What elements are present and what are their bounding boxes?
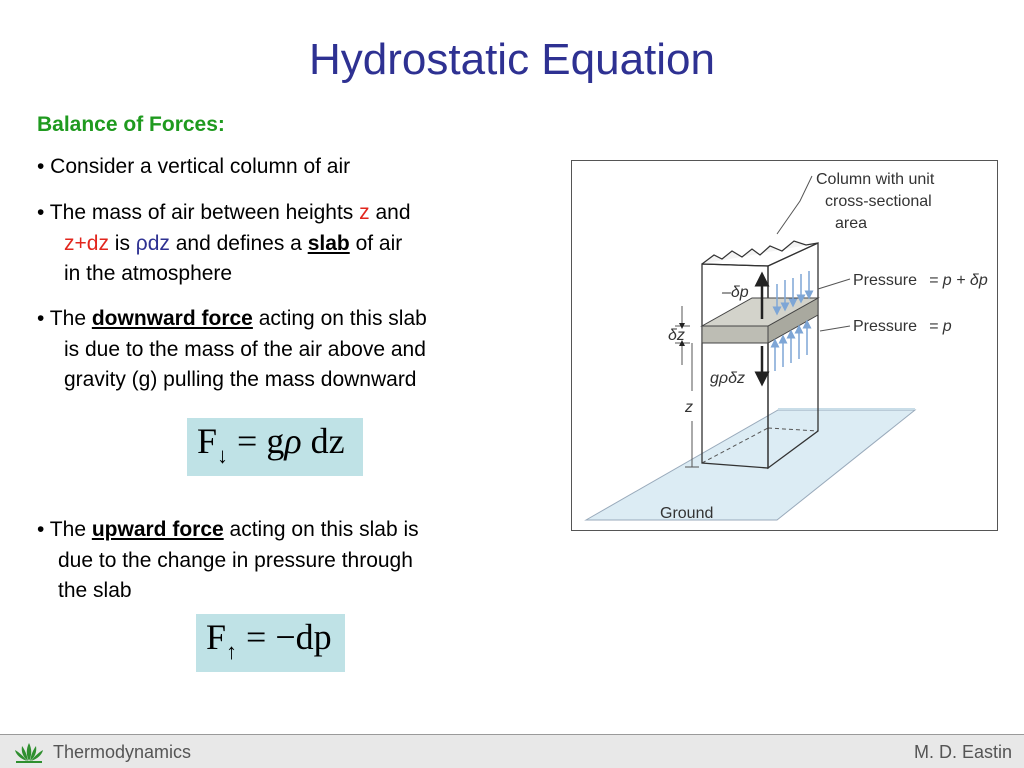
z-label: z — [685, 399, 693, 416]
pressure-bottom-label: Pressure — [853, 318, 918, 335]
bullet-upward-force — [37, 515, 419, 607]
column-callout-leader — [777, 176, 812, 234]
term-downward-force: downward force — [91, 307, 253, 330]
column-label-line-1: Column with unit — [816, 171, 935, 188]
pressure-top-leader — [818, 279, 850, 289]
bullet-column-of-air — [37, 152, 350, 183]
equation-text — [206, 616, 332, 665]
pressure-bottom-value: = p — [929, 318, 952, 335]
eq-f: F — [197, 421, 218, 461]
air-column-figure — [571, 160, 998, 531]
footer-author: M. D. Eastin — [913, 742, 1012, 762]
bullet-downward-force — [37, 304, 427, 396]
bullet-line: in the atmosphere — [64, 262, 233, 285]
column-label-line-2: cross-sectional — [825, 193, 932, 210]
lotus-logo-icon — [12, 741, 46, 763]
air-column-diagram — [572, 161, 999, 532]
bullet-line: gravity (g) pulling the mass downward — [64, 368, 417, 391]
bullet-text: and — [369, 201, 411, 224]
bullet-text: • The — [37, 518, 92, 541]
pressure-top-value: = p + δp — [929, 272, 988, 289]
slab-front — [702, 326, 768, 343]
bullet-text: acting on this slab is — [223, 518, 419, 541]
bullet-text: of air — [349, 231, 403, 255]
footer-course: Thermodynamics — [53, 742, 192, 762]
g-rho-dz-label: gρδz — [710, 370, 745, 387]
column-torn-top — [702, 241, 818, 264]
rho-symbol: ρ — [284, 421, 302, 461]
var-rho-dz: ρdz — [135, 231, 170, 255]
var-z-dz: z+dz — [64, 231, 109, 255]
var-z: z — [359, 201, 370, 224]
section-heading: Balance of Forces: — [37, 113, 225, 136]
eq-rhs: = −dp — [237, 617, 332, 657]
equation-text — [197, 420, 345, 469]
slide-title: Hydrostatic Equation — [309, 35, 715, 84]
equation-downward-force — [187, 418, 363, 476]
eq-rhs: = g — [228, 421, 285, 461]
bullet-mass-of-air — [37, 198, 411, 290]
minus-dp-label: –δp — [722, 284, 749, 301]
footer-bar — [0, 734, 1024, 768]
term-upward-force: upward force — [91, 518, 224, 541]
eq-f: F — [206, 617, 227, 657]
column-label-line-3: area — [835, 215, 868, 232]
bullet-text: acting on this slab — [252, 307, 427, 330]
bullet-text: is — [108, 231, 136, 255]
ground-label: Ground — [660, 505, 714, 522]
down-arrow-symbol: ↓ — [217, 443, 229, 468]
bullet-text: • The — [37, 307, 92, 330]
eq-rhs: dz — [301, 421, 345, 461]
bullet-line: the slab — [58, 579, 132, 602]
bullet-text: • The mass of air between heights — [37, 201, 360, 224]
pressure-top-label: Pressure — [853, 272, 918, 289]
up-arrow-symbol: ↑ — [226, 639, 238, 664]
ground-plane — [586, 410, 915, 520]
pressure-bottom-leader — [820, 326, 850, 331]
equation-upward-force — [196, 614, 345, 672]
dz-label: δz — [668, 327, 685, 344]
bullet-line: due to the change in pressure through — [58, 548, 413, 572]
bullet-text: • Consider a vertical column of air — [37, 155, 351, 178]
bullet-line: is due to the mass of the air above and — [64, 337, 426, 361]
term-slab: slab — [307, 231, 350, 255]
bullet-text: and defines a — [169, 231, 308, 255]
bullet-line — [37, 229, 411, 260]
ground-plane-top — [778, 408, 915, 410]
